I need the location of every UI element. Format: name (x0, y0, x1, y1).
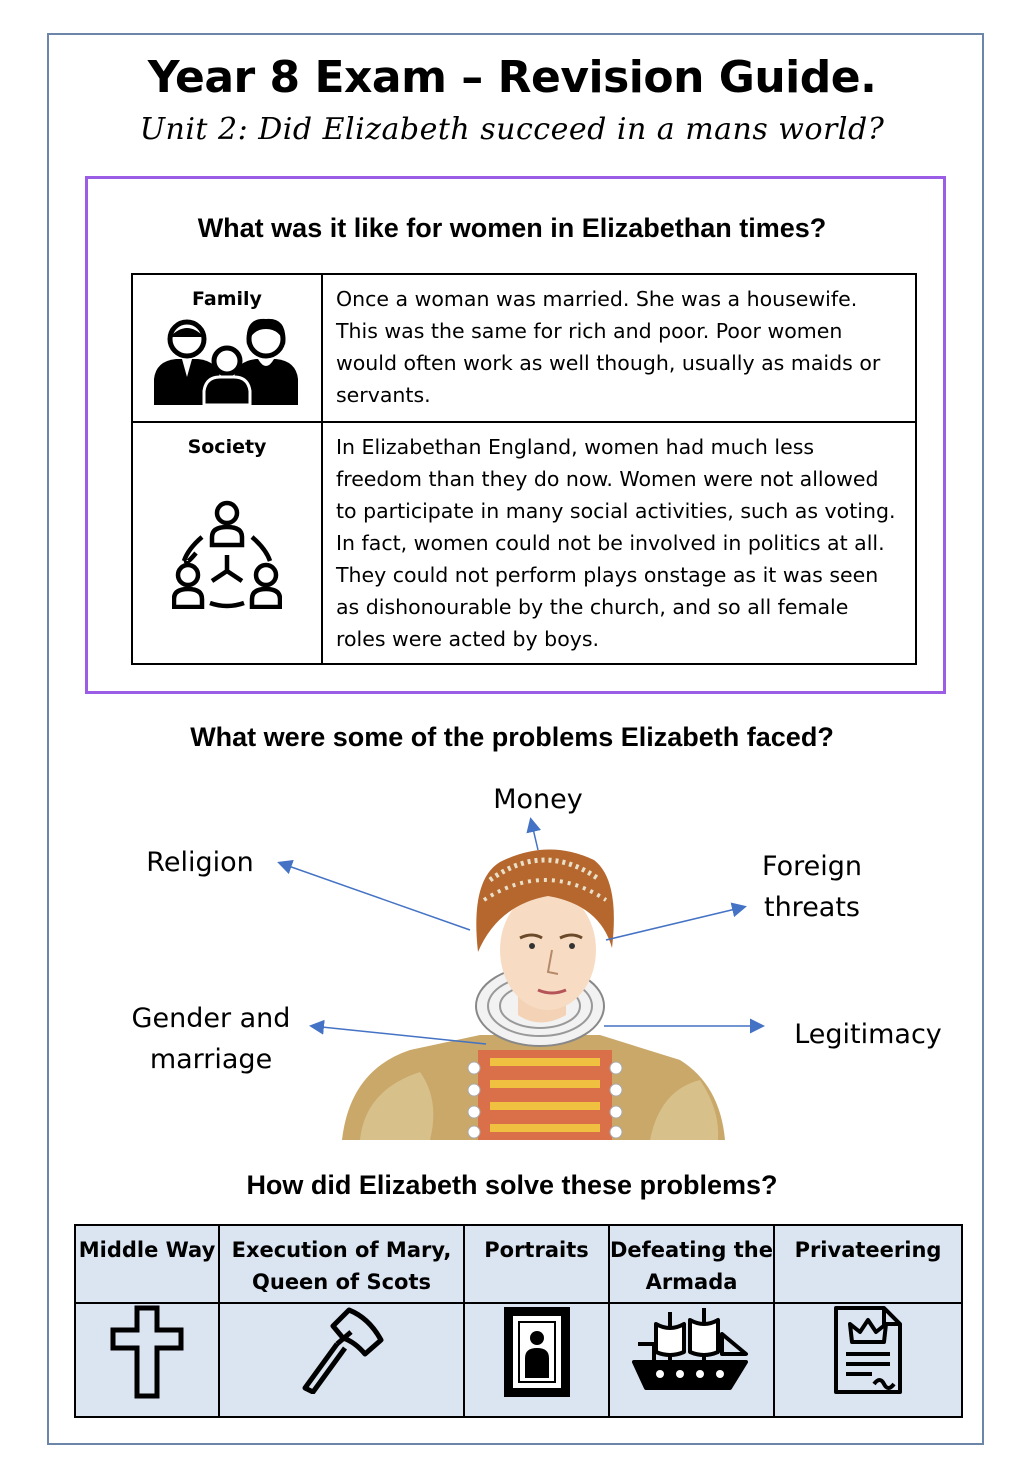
axe-icon (297, 1304, 387, 1394)
problem-legitimacy: Legitimacy (794, 1019, 942, 1050)
charter-icon (832, 1304, 904, 1396)
portrait-icon (501, 1304, 573, 1400)
solutions-section-heading: How did Elizabeth solve these problems? (246, 1170, 778, 1200)
page-subtitle: Unit 2: Did Elizabeth succeed in a mans world? (139, 112, 885, 147)
problem-money: Money (493, 784, 583, 815)
solution-privateering: Privateering (774, 1225, 962, 1303)
problems-section-heading: What were some of the problems Elizabeth faced? (190, 722, 834, 752)
problem-foreign-threats: Foreign threats (762, 851, 862, 923)
ship-icon (630, 1304, 754, 1394)
solution-middle-way: Middle Way (75, 1225, 219, 1303)
topic-label: Society (187, 436, 267, 458)
solution-portraits: Portraits (464, 1225, 609, 1303)
icon-cell (75, 1303, 219, 1417)
icon-cell (219, 1303, 464, 1417)
women-section-heading: What was it like for women in Elizabethan times? (197, 213, 827, 243)
solution-execution-mary: Execution of Mary, Queen of Scots (219, 1225, 464, 1303)
family-description: Once a woman was married. She was a housewife. This was the same for rich and poor. Poor women would often work as well though, usually as maids or servants. (322, 274, 916, 422)
problem-religion: Religion (146, 847, 254, 878)
table-row (75, 1225, 962, 1303)
cross-icon (107, 1304, 187, 1400)
table-row (75, 1303, 962, 1417)
solutions-table (74, 1224, 963, 1418)
icon-cell (464, 1303, 609, 1417)
page-title: Year 8 Exam – Revision Guide. (147, 52, 877, 103)
solution-armada: Defeating the Armada (609, 1225, 774, 1303)
topic-label: Family (192, 288, 262, 310)
icon-cell (774, 1303, 962, 1417)
problem-gender-marriage: Gender and marriage (131, 1003, 291, 1075)
icon-cell (609, 1303, 774, 1417)
society-description: In Elizabethan England, women had much less freedom than they do now. Women were not allowed to participate in many social activities, such as voting. In fact, women could not be involved in politics at all. They could not perform plays onstage as it was seen as dishonourable by the church, and so all female roles were acted by boys. (322, 422, 916, 664)
